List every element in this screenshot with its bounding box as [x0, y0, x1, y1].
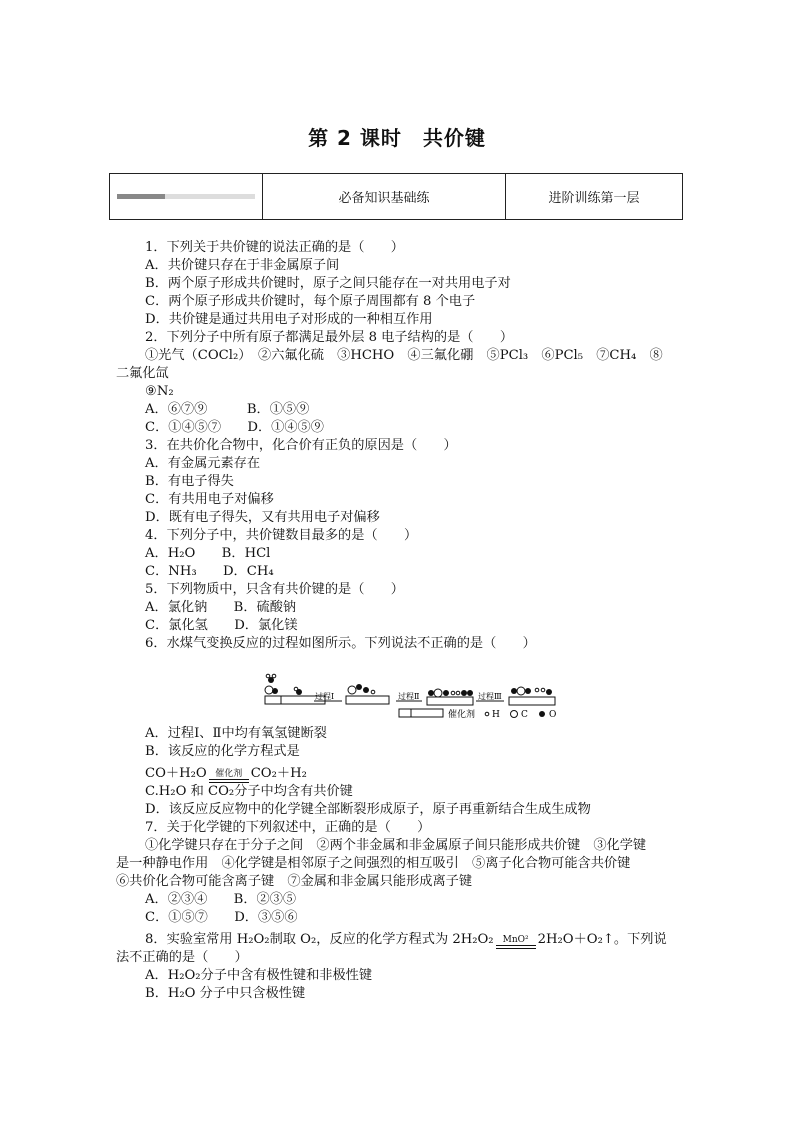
atom-o — [272, 688, 278, 694]
text-line: ①化学键只存在于分子之间 ②两个非金属和非金属原子间只能形成共价键 ③化学键 — [145, 838, 647, 853]
legend-h-swatch — [485, 712, 489, 716]
eq1-left: CO＋H₂O — [145, 766, 207, 781]
q8-arrow — [496, 936, 536, 949]
text-line: 4．下列分子中，共价键数目最多的是（ ） — [145, 528, 418, 543]
text-line: C．氯化氢 D．氯化镁 — [145, 618, 298, 633]
text-line: A．氯化钠 B．硫酸钠 — [145, 600, 297, 615]
step2-label: 过程Ⅱ — [398, 692, 420, 701]
text-line: A．H₂O₂分子中含有极性键和非极性键 — [145, 968, 373, 983]
text-line: A．共价键只存在于非金属原子间 — [145, 258, 340, 273]
legend-catalyst-label: 催化剂 — [448, 710, 476, 720]
text-line: B．该反应的化学方程式是 — [145, 744, 300, 759]
text-line: 1．下列关于共价键的说法正确的是（ ） — [145, 240, 404, 255]
text-line: A．②③④ B．②③⑤ — [145, 892, 297, 907]
question-body — [116, 239, 682, 1003]
text-line: C．两个原子形成共价键时，每个原子周围都有 8 个电子 — [145, 294, 476, 309]
text-line: B．两个原子形成共价键时，原子之间只能存在一对共用电子对 — [145, 276, 511, 291]
atom-h — [294, 687, 298, 691]
eq1-condition: 催化剂 — [215, 769, 243, 779]
text-line: ⑨N₂ — [145, 384, 174, 399]
eq1-arrow — [209, 770, 249, 783]
text-line: 6．水煤气变换反应的过程如图所示。下列说法不正确的是（ ） — [145, 636, 536, 651]
atom-o — [296, 689, 302, 695]
text-line: 5．下列物质中，只含有共价键的是（ ） — [145, 582, 404, 597]
text-line: A．过程Ⅰ、Ⅱ中均有氧氢键断裂 — [145, 726, 327, 741]
text-line: C．①④⑤⑦ D．①④⑤⑨ — [145, 420, 324, 435]
text-line: C．NH₃ D．CH₄ — [145, 564, 274, 579]
level-label: 进阶训练第一层 — [548, 191, 640, 206]
text-line: A．有金属元素存在 — [145, 456, 261, 471]
atom-h — [272, 674, 276, 678]
text-line: C.H₂O 和 CO₂分子中均含有共价键 — [145, 784, 353, 799]
q8-post: 2H₂O＋O₂↑。下列说 — [537, 932, 667, 947]
text-line: 二氟化氙 — [116, 366, 169, 381]
text-line: ⑥共价化合物可能含离子键 ⑦金属和非金属只能形成离子键 — [116, 874, 473, 889]
catalyst-slab — [427, 697, 473, 705]
text-line: D．既有电子得失，又有共用电子对偏移 — [145, 510, 380, 525]
catalyst-slab — [346, 696, 389, 704]
text-line: D．共价键是通过共用电子对形成的一种相互作用 — [145, 312, 433, 327]
text-line: 3．在共价化合物中，化合价有正负的原因是（ ） — [145, 438, 457, 453]
progress-bar — [117, 194, 255, 199]
section-label: 必备知识基础练 — [263, 174, 506, 219]
question-8-line — [116, 927, 682, 949]
page-title: 第 2 课时 共价键 — [308, 126, 486, 150]
text-line: ①光气（COCl₂） ②六氟化硫 ③HCHO ④三氟化硼 ⑤PCl₃ ⑥PCl₅ ⑦CH₄ ⑧ — [145, 348, 663, 363]
q8-pre: 8．实验室常用 H₂O₂制取 O₂，反应的化学方程式为 2H₂O₂ — [145, 932, 494, 947]
equation-1 — [116, 761, 682, 783]
text-line: 是一种静电作用 ④化学键是相邻原子之间强烈的相互吸引 ⑤离子化合物可能含共价键 — [116, 856, 631, 871]
text-line: A．H₂O B．HCl — [145, 546, 271, 561]
legend-h-label: H — [492, 710, 500, 720]
atom-c — [265, 686, 273, 694]
text-line: C．有共用电子对偏移 — [145, 492, 274, 507]
text-line: C．①⑤⑦ D．③⑤⑥ — [145, 910, 298, 925]
text-line: B．有电子得失 — [145, 474, 234, 489]
section-header — [109, 173, 683, 220]
legend-c-swatch — [511, 711, 518, 718]
progress-fill — [117, 194, 165, 199]
atom-h — [266, 674, 270, 678]
text-line: A．⑥⑦⑨ B．①⑤⑨ — [145, 402, 310, 417]
legend-o-swatch — [539, 711, 545, 717]
legend-c-label: C — [521, 710, 528, 720]
q8-condition: MnO² — [502, 935, 529, 945]
progress-cell — [110, 174, 263, 219]
text-line: D．该反应反应物中的化学键全部断裂形成原子，原子再重新结合生成生成物 — [145, 802, 591, 817]
text-line: 7．关于化学键的下列叙述中，正确的是（ ） — [145, 820, 431, 835]
text-line: 法不正确的是（ ） — [116, 950, 248, 965]
text-line: 2．下列分子中所有原子都满足最外层 8 电子结构的是（ ） — [145, 330, 514, 345]
step1-label: 过程Ⅰ — [315, 692, 335, 701]
catalyst-slab — [509, 697, 555, 705]
text-line: B．H₂O 分子中只含极性键 — [145, 986, 306, 1001]
legend-o-label: O — [549, 710, 557, 720]
step3-label: 过程Ⅲ — [478, 692, 502, 701]
eq1-right: CO₂＋H₂ — [250, 766, 307, 781]
